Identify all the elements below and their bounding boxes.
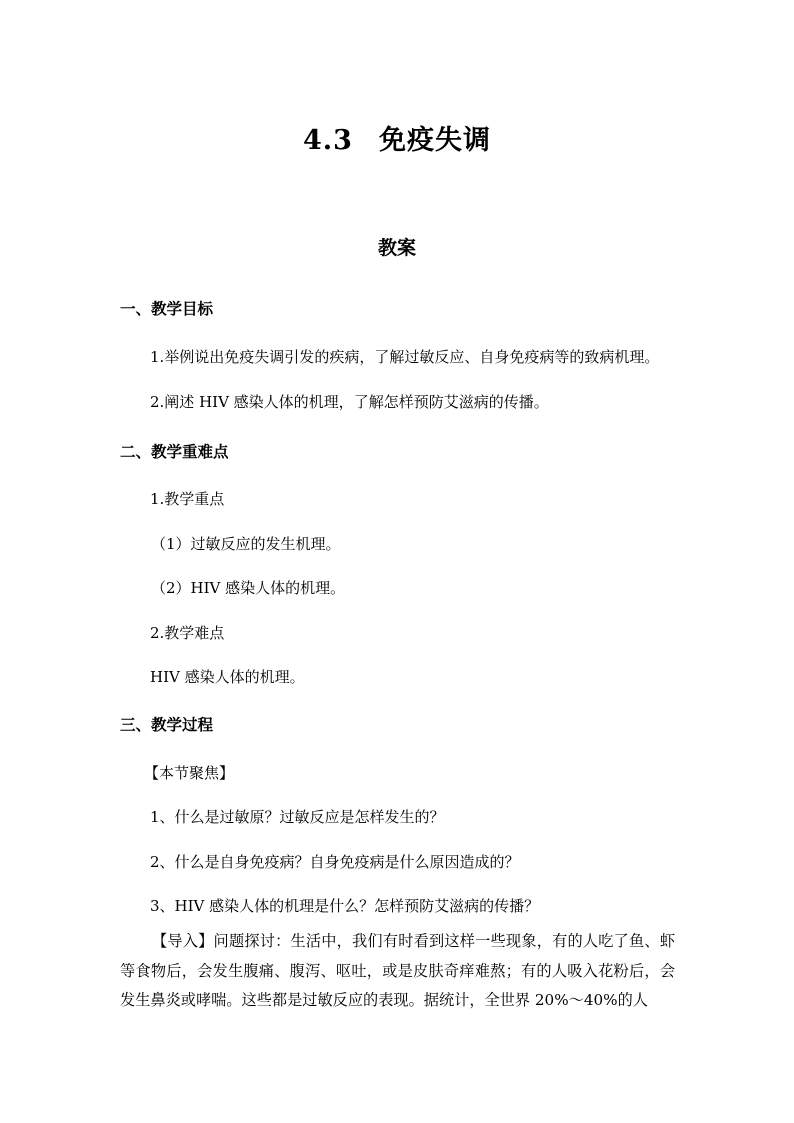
page-title	[0, 118, 794, 157]
section-heading-objectives: 一、教学目标	[120, 299, 214, 318]
objective-item: 2.阐述 HIV 感染人体的机理，了解怎样预防艾滋病的传播。	[150, 393, 549, 411]
page-subtitle: 教案	[377, 237, 416, 259]
key-point-item: （2）HIV 感染人体的机理。	[151, 579, 346, 597]
objective-item: 1.举例说出免疫失调引发的疾病，了解过敏反应、自身免疫病等的致病机理。	[150, 348, 660, 366]
focus-question: 2、什么是自身免疫病？自身免疫病是什么原因造成的？	[150, 853, 520, 871]
focus-label: 【本节聚焦】	[144, 764, 235, 782]
key-point-item: 1.教学重点	[150, 490, 225, 508]
section-heading-key-points: 二、教学重难点	[120, 442, 229, 461]
focus-question: 3、HIV 感染人体的机理是什么？怎样预防艾滋病的传播？	[150, 897, 540, 915]
key-point-item: 2.教学难点	[150, 624, 225, 642]
title-number: 4.3	[303, 125, 353, 156]
focus-question: 1、什么是过敏原？过敏反应是怎样发生的？	[150, 808, 445, 826]
title-text: 免疫失调	[378, 125, 491, 156]
key-point-item: （1）过敏反应的发生机理。	[151, 535, 341, 553]
section-heading-process: 三、教学过程	[120, 715, 214, 734]
key-point-item: HIV 感染人体的机理。	[150, 668, 305, 686]
intro-paragraph: 【导入】问题探讨：生活中，我们有时看到这样一些现象，有的人吃了鱼、虾等食物后，会发生腹痛、腹泻、呕吐，或是皮肤奇痒难熬；有的人吸入花粉后，会发生鼻炎或哮喘。这些都是过敏反应的表现。据统计，全世界 20%～40%的人	[120, 932, 675, 1009]
